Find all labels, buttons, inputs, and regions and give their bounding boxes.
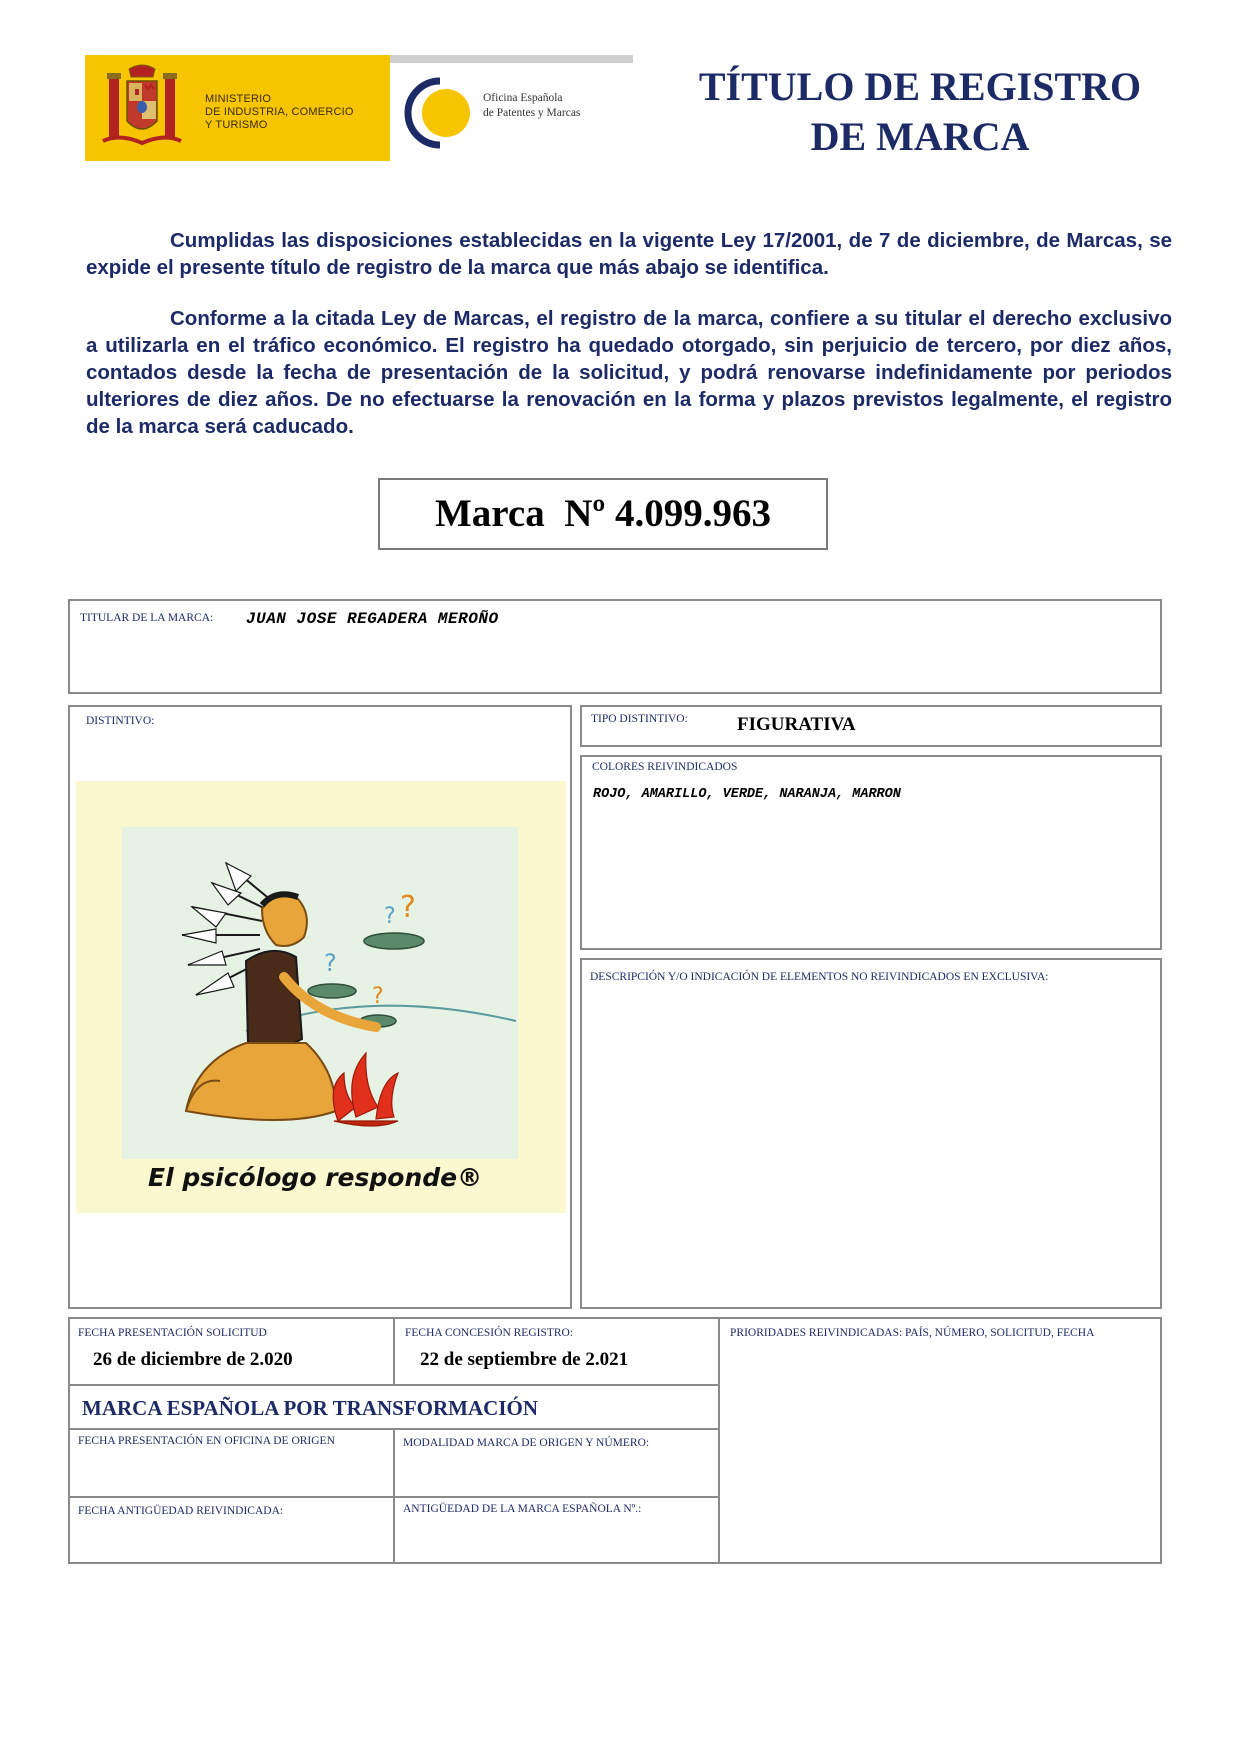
marca-number: Marca Nº 4.099.963 (378, 478, 828, 550)
document-title (660, 62, 1180, 162)
descripcion-label: DESCRIPCIÓN Y/O INDICACIÓN DE ELEMENTOS NO REIVINDICADOS EN EXCLUSIVA: (590, 971, 1049, 983)
oepm-line-1: Oficina Española (483, 92, 563, 104)
ministry-line-3: Y TURISMO (205, 119, 268, 131)
coat-of-arms-icon (99, 63, 185, 153)
oepm-name (483, 91, 580, 121)
oepm-line-2: de Patentes y Marcas (483, 107, 581, 119)
fecha-antiguedad-label: FECHA ANTIGÜEDAD REIVINDICADA: (78, 1505, 284, 1517)
transformacion-banner: MARCA ESPAÑOLA POR TRANSFORMACIÓN (82, 1396, 538, 1420)
oepm-logo (390, 55, 633, 161)
colores-box (580, 755, 1162, 950)
tipo-distintivo-label: TIPO DISTINTIVO: (591, 713, 688, 725)
divider (68, 1496, 720, 1498)
trademark-logo-text: El psicólogo responde® (148, 1163, 483, 1192)
fecha-concesion-value: 22 de septiembre de 2.021 (420, 1349, 629, 1370)
ministry-logo (85, 55, 390, 161)
distintivo-box (68, 705, 572, 1309)
divider (68, 1384, 720, 1386)
titular-label: TITULAR DE LA MARCA: (80, 612, 214, 624)
modalidad-label: MODALIDAD MARCA DE ORIGEN Y NÚMERO: (403, 1437, 650, 1449)
intro-paragraph-2: Conforme a la citada Ley de Marcas, el registro de la marca, confiere a su titular el derecho exclusivo a utilizarla en el tráfico económico. El registro ha quedado otorgado, sin perjuicio de tercero, por diez años, contados desde la fecha de presentación de la solicitud, y podrá renovarse indefinidamente por periodos ulteriores de diez años. De no efectuarse la renovación en la forma y plazos previstos legalmente, el registro de la marca será caducado. (86, 307, 1172, 438)
fecha-presentacion-label: FECHA PRESENTACIÓN SOLICITUD (78, 1327, 267, 1339)
colores-label: COLORES REIVINDICADOS (592, 761, 738, 773)
ministry-line-2: DE INDUSTRIA, COMERCIO (205, 106, 354, 118)
intro-paragraph-1: Cumplidas las disposiciones establecidas en la vigente Ley 17/2001, de 7 de diciembre, de Marcas, se expide el presente título de registro de la marca que más abajo se identifica. (86, 229, 1172, 279)
titular-box (68, 599, 1162, 694)
oepm-emblem-icon (404, 77, 476, 149)
tipo-distintivo-value: FIGURATIVA (737, 714, 856, 735)
title-line-2: DE MARCA (810, 114, 1030, 159)
indian-figure-icon (76, 781, 566, 1213)
divider (718, 1317, 720, 1564)
trademark-image (76, 781, 566, 1213)
svg-text:?: ? (384, 904, 396, 929)
ministry-line-1: MINISTERIO (205, 93, 272, 105)
colores-value: ROJO, AMARILLO, VERDE, NARANJA, MARRON (593, 787, 901, 802)
ministry-name (205, 93, 354, 132)
antiguedad-marca-label: ANTIGÜEDAD DE LA MARCA ESPAÑOLA Nº.: (403, 1503, 642, 1515)
svg-text:?: ? (324, 949, 337, 977)
tipo-distintivo-box (580, 705, 1162, 747)
descripcion-box (580, 958, 1162, 1309)
titular-value: JUAN JOSE REGADERA MEROÑO (246, 610, 499, 628)
svg-text:?: ? (400, 890, 416, 925)
fecha-concesion-label: FECHA CONCESIÓN REGISTRO: (405, 1327, 574, 1339)
fecha-origen-label: FECHA PRESENTACIÓN EN OFICINA DE ORIGEN (78, 1435, 335, 1447)
title-line-1: TÍTULO DE REGISTRO (698, 64, 1142, 109)
divider (393, 1317, 395, 1384)
distintivo-label: DISTINTIVO: (86, 715, 155, 727)
prioridades-label: PRIORIDADES REIVINDICADAS: PAÍS, NÚMERO, SOLICITUD, FECHA (730, 1327, 1095, 1339)
fecha-presentacion-value: 26 de diciembre de 2.020 (93, 1349, 293, 1370)
svg-text:?: ? (372, 984, 384, 1009)
